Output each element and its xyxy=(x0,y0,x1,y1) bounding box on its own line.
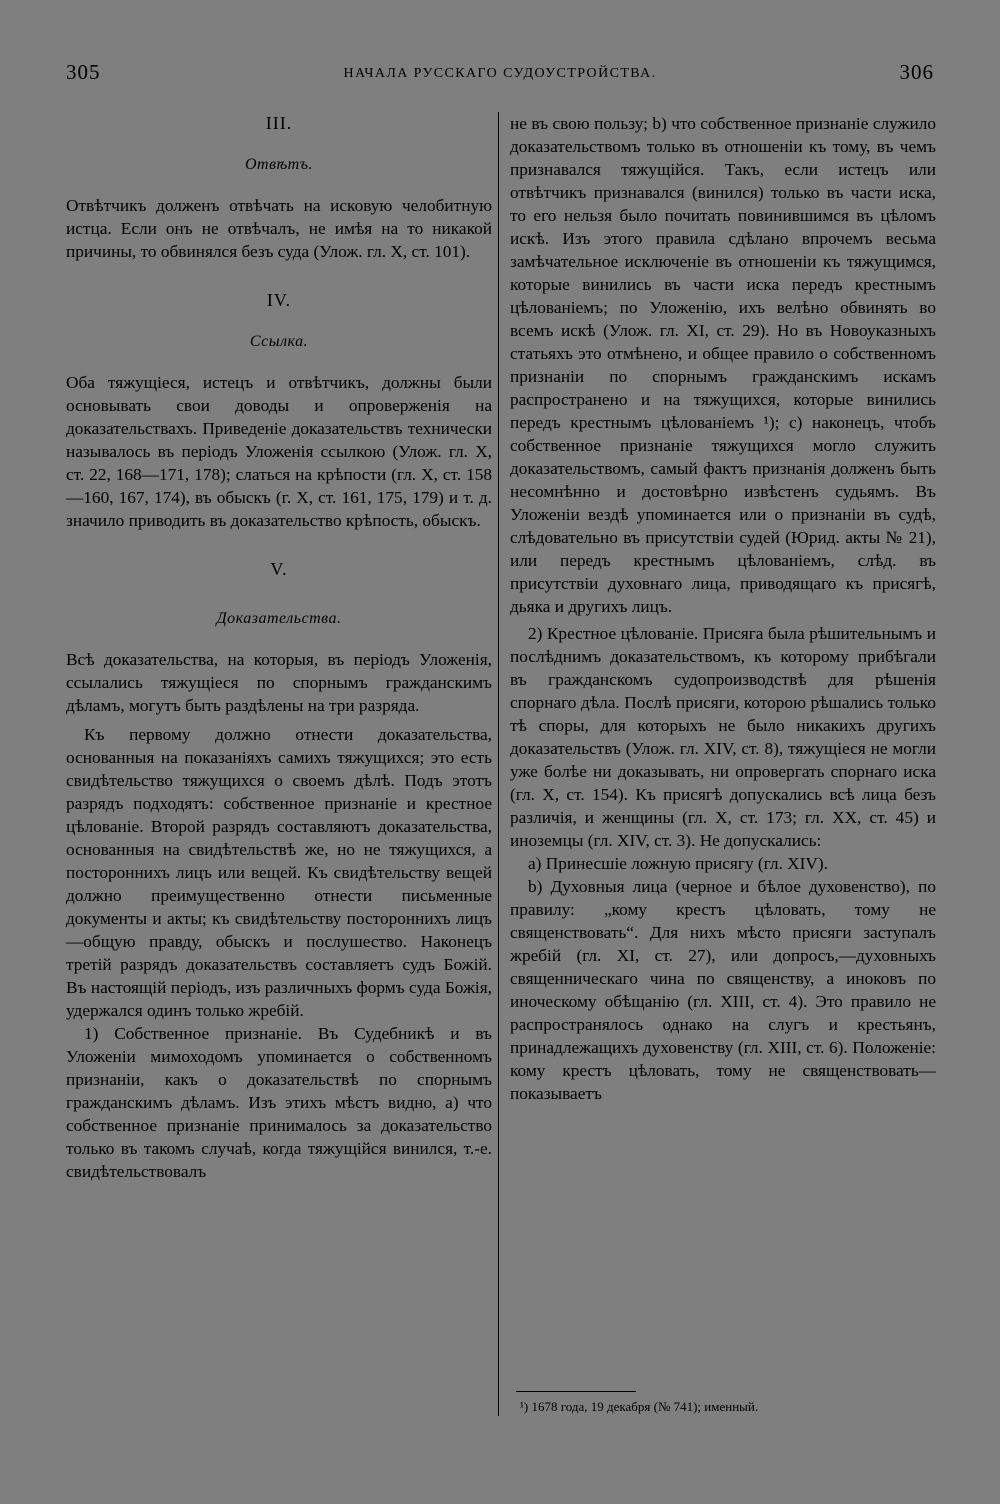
running-title: НАЧАЛА РУССКАГО СУДОУСТРОЙСТВА. xyxy=(343,66,657,81)
section-5-title: Доказательства. xyxy=(216,610,342,627)
section-4-title: Ссылка. xyxy=(249,333,309,350)
section-3-title: Отвѣтъ. xyxy=(244,156,314,173)
section-4-text: Оба тяжущіеся, истецъ и отвѣтчикъ, должны были основывать свои доводы и опроверженія на доказательствахъ. Приведеніе доказательствъ технически называлось въ періодъ Уложенія ссылкою (Улож. гл. X, ст. 22, 168—171, 178); слаться на крѣпости (гл. X, ст. 158—160, 167, 174), въ обыскъ (г. X, ст. 161, 175, 179) и т. д. значило приводить въ доказательство крѣпость, обыскъ. xyxy=(66,373,492,530)
section-4-number: IV. xyxy=(266,290,292,310)
paragraph: Къ первому должно отнести доказательства, основанныя на показаніяхъ самихъ тяжущихся; это есть свидѣтельство тяжущихся о своемъ дѣлѣ. Подъ этотъ разрядъ подходятъ: собственное признаніе и крестное цѣлованіе. Второй разрядъ составляютъ доказательства, основанныя на свидѣтельствѣ же, но не тяжущихся, а постороннихъ лицъ или вещей. Къ свидѣтельству вещей должно преимущественно отнести письменные документы и акты; къ свидѣтельству постороннихъ лицъ—общую правду, обыскъ и послушество. Наконецъ третій разрядъ доказательствъ составляетъ судъ Божій. Въ настоящій періодъ, изъ различныхъ формъ суда Божія, удержался одинъ только жребій. xyxy=(66,725,492,1020)
page-number-right: 306 xyxy=(899,60,934,84)
paragraph: не въ свою пользу; b) что собственное признаніе служило доказательствомъ только въ отношеніи къ тому, въ чемъ признавался тяжущійся. Такъ, если истецъ или отвѣтчикъ признавался (винился) только въ части иска, то его нельзя было почитать повинившимся въ цѣломъ искѣ. Изъ этого правила сдѣлано впрочемъ весьма замѣчательное исключеніе въ отношеніи къ тяжущимся, которые винились въ части иска передъ крестнымъ цѣлованіемъ; по Уложенію, ихъ велѣно обвинять во всемъ искѣ (Улож. гл. XI, ст. 29). Но въ Новоуказныхъ статьяхъ это отмѣнено, и общее правило о собственномъ признаніи по спорнымъ гражданскимъ искамъ распространено и на тяжущихся, которые винились передъ крестнымъ цѣлованіемъ ¹); c) наконецъ, чтобъ собственное признаніе тяжущихся могло служить доказательствомъ, самый фактъ признанія долженъ быть несомнѣнно и достовѣрно извѣстенъ судьямъ. Въ Уложеніи вездѣ упоминается или о признаніи въ судѣ, слѣдовательно въ присутствіи судей (Юрид. акты № 21), или передъ крестнымъ цѣлованіемъ, слѣд. въ присутствіи духовнаго лица, приводящаго къ присягѣ, дьяка и другихъ лицъ. xyxy=(510,114,936,616)
section-5-number: V. xyxy=(270,559,288,579)
section-3-text: Отвѣтчикъ долженъ отвѣчать на исковую челобитную истца. Если онъ не отвѣчалъ, не имѣя на то никакой причины, то обвинялся безъ суда (Улож. гл. X, ст. 101). xyxy=(66,196,492,261)
right-column xyxy=(510,112,936,1105)
paragraph: а) Принесшіе ложную присягу (гл. XIV). xyxy=(528,854,828,873)
paragraph: 2) Крестное цѣлованіе. Присяга была рѣшительнымъ и послѣднимъ доказательствомъ, къ которому прибѣгали въ гражданскомъ судопроизводствѣ для рѣшенія спорнаго дѣла. Послѣ присяги, которою рѣшались только тѣ споры, для которыхъ не было никакихъ другихъ доказательствъ (Улож. гл. XIV, ст. 8), тяжущіеся не могли уже болѣе ни доказывать, ни опровергать спорнаго иска (гл. X, ст. 154). Къ присягѣ допускались всѣ лица безъ различія, и женщины (гл. X, ст. 173; гл. XX, ст. 45) и иноземцы (гл. XIV, ст. 3). Не допускались: xyxy=(510,624,936,850)
footnote: ¹) 1678 года, 19 декабря (№ 741); именный. xyxy=(520,1399,759,1414)
footnote-rule xyxy=(516,1391,636,1392)
paragraph: b) Духовныя лица (черное и бѣлое духовенство), по правилу: „кому крестъ цѣловать, тому не священствовать“. Для нихъ мѣсто присяги заступалъ жребій (гл. XI, ст. 27), или допросъ,—духовныхъ священническаго чина по священству, а иноковъ по иноческому обѣщанію (гл. XIII, ст. 4). Это правило не распространялось однако на слугъ и крестьянъ, принадлежащихъ духовенству (гл. XIII, ст. 6). Положеніе: кому крестъ цѣловать, тому не священствовать—показываетъ xyxy=(510,877,936,1103)
section-3-number: III. xyxy=(265,113,293,133)
paragraph: Всѣ доказательства, на которыя, въ періодъ Уложенія, ссылались тяжущіеся по спорнымъ гражданскимъ дѣламъ, могутъ быть раздѣлены на три разряда. xyxy=(66,650,492,715)
paragraph: 1) Собственное признаніе. Въ Судебникѣ и въ Уложеніи мимоходомъ упоминается о собственномъ признаніи, какъ о доказательствѣ по спорнымъ гражданскимъ дѣламъ. Изъ этихъ мѣстъ видно, а) что собственное признаніе принималось за доказательство только въ такомъ случаѣ, когда тяжущійся винился, т.-е. свидѣтельствовалъ xyxy=(66,1024,492,1181)
page-number-left: 305 xyxy=(66,60,101,84)
left-column xyxy=(66,112,492,1183)
column-divider xyxy=(498,112,499,1416)
page-header xyxy=(66,60,934,88)
